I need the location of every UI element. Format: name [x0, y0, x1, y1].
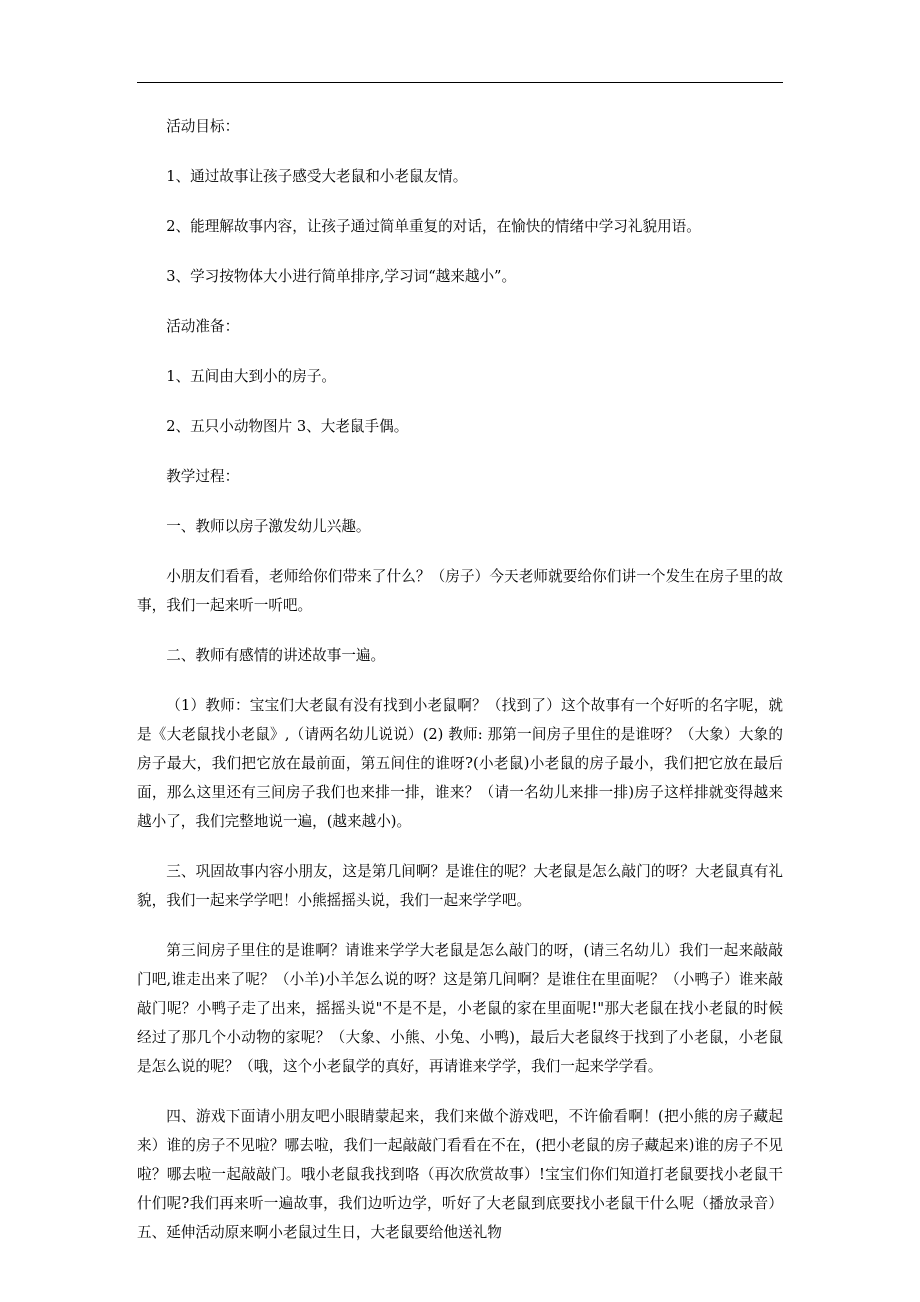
process-step-1-body: 小朋友们看看，老师给你们带来了什么？（房子）今天老师就要给你们讲一个发生在房子里的故事，我们一起来听一听吧。	[137, 568, 783, 614]
process-step-4-body: 四、游戏下面请小朋友吧小眼睛蒙起来，我们来做个游戏吧，不许偷看啊！(把小熊的房子藏起来）谁的房子不见啦？哪去啦，我们一起敲敲门看看在不在，(把小老鼠的房子藏起来)谁的房子不见啦？哪去啦一起敲敲门。哦小老鼠我找到咯（再次欣赏故事）!宝宝们你们知道打老鼠要找小老鼠干什们呢?我们再来听一遍故事，我们边听边学，听好了大老鼠到底要找小老鼠干什么呢（播放录音）五、延伸活动原来啊小老鼠过生日，大老鼠要给他送礼物	[137, 1108, 783, 1241]
section-heading-process: 教学过程：	[166, 468, 240, 485]
process-step-3-body: 三、巩固故事内容小朋友，这是第几间啊？是谁住的呢？大老鼠是怎么敲门的呀？大老鼠真有礼貌，我们一起来学学吧！小熊摇摇头说，我们一起来学学吧。	[137, 863, 783, 909]
header-rule	[137, 82, 783, 83]
goal-item-2: 2、能理解故事内容，让孩子通过简单重复的对话，在愉快的情绪中学习礼貌用语。	[166, 218, 701, 235]
section-heading-preparation: 活动准备：	[166, 318, 240, 335]
process-step-2-heading: 二、教师有感情的讲述故事一遍。	[166, 647, 386, 664]
preparation-item-2: 2、五只小动物图片 3、大老鼠手偶。	[166, 418, 409, 435]
process-step-3-continued: 第三间房子里住的是谁啊？请谁来学学大老鼠是怎么敲门的呀，(请三名幼儿）我们一起来敲敲门吧,谁走出来了呢？（小羊)小羊怎么说的呀？这是第几间啊？是谁住在里面呢？（小鸭子）谁来敲敲门呢？小鸭子走了出来，摇摇头说"不是不是，小老鼠的家在里面呢!"那大老鼠在找小老鼠的时候经过了那几个小动物的家呢？（大象、小熊、小兔、小鸭)，最后大老鼠终于找到了小老鼠，小老鼠是怎么说的呢？（哦，这个小老鼠学的真好，再请谁来学学，我们一起来学学看。	[137, 942, 783, 1075]
section-heading-goals: 活动目标：	[166, 118, 240, 135]
goal-item-1: 1、通过故事让孩子感受大老鼠和小老鼠友情。	[166, 168, 468, 185]
preparation-item-1: 1、五间由大到小的房子。	[166, 368, 337, 385]
process-step-2-body: （1）教师：宝宝们大老鼠有没有找到小老鼠啊？（找到了）这个故事有一个好听的名字呢，就是《大老鼠找小老鼠》,（请两名幼儿说说）(2) 教师: 那第一间房子里住的是谁呀？（大象）大象的房子最大，我们把它放在最前面，第五间住的谁呀?(小老鼠)小老鼠的房子最小，我们把它放在最后面，那么这里还有三间房子我们也来排一排，谁来？（请一名幼儿来排一排)房子这样排就变得越来越小了，我们完整地说一遍，(越来越小)。	[137, 697, 783, 830]
document-body	[137, 112, 783, 1268]
process-step-1-heading: 一、教师以房子激发幼儿兴趣。	[166, 518, 371, 535]
goal-item-3: 3、学习按物体大小进行简单排序,学习词“越来越小”。	[166, 268, 517, 285]
